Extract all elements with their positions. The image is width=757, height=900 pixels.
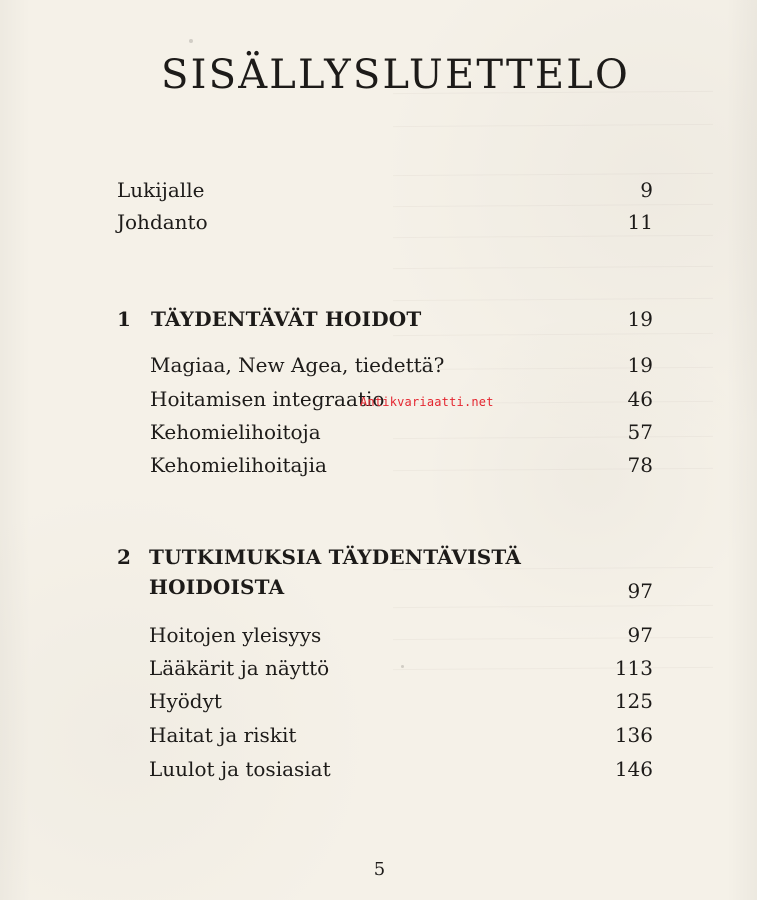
toc-entry-lukijalle [0, 174, 757, 206]
toc-entry-label: Kehomielihoitoja [150, 420, 321, 444]
section-number: 1 [117, 307, 132, 331]
toc-entry-label: Haitat ja riskit [149, 723, 297, 747]
background-ghost-line [393, 266, 713, 269]
toc-entry-johdanto [0, 206, 757, 238]
toc-entry-label: Magiaa, New Agea, tiedettä? [150, 353, 445, 377]
page-title: SISÄLLYSLUETTELO [161, 52, 631, 98]
toc-entry-page-number: 113 [614, 656, 653, 680]
background-ghost-line [393, 124, 713, 127]
toc-entry-label: Hoitojen yleisyys [149, 623, 322, 647]
toc-entry-page-number: 97 [627, 623, 653, 647]
toc-entry-page-number: 9 [640, 178, 653, 202]
toc-entry-page-number: 57 [627, 420, 653, 444]
section-title-line-2: HOIDOISTA [149, 575, 285, 599]
toc-entry-label: Johdanto [117, 210, 208, 234]
toc-entry [0, 349, 757, 381]
section-number: 2 [117, 545, 132, 569]
toc-entry-page-number: 136 [614, 723, 653, 747]
toc-entry [0, 449, 757, 481]
background-ghost-line [393, 605, 713, 608]
toc-section-2 [0, 541, 757, 605]
paper-speck [189, 39, 193, 43]
section-page-number: 19 [627, 307, 653, 331]
section-title: TÄYDENTÄVÄT HOIDOT [151, 307, 422, 331]
toc-entry-label: Hoitamisen integraatio [150, 387, 385, 411]
page-number: 5 [373, 859, 386, 880]
toc-section-1 [0, 303, 757, 335]
toc-entry-label: Hyödyt [149, 689, 222, 713]
background-ghost-line [393, 298, 713, 301]
toc-entry-page-number: 19 [627, 353, 653, 377]
toc-entry-page-number: 46 [627, 387, 653, 411]
section-title-line-1: TUTKIMUKSIA TÄYDENTÄVISTÄ [149, 545, 522, 569]
toc-entry-page-number: 11 [627, 210, 653, 234]
section-page-number: 97 [627, 579, 653, 603]
toc-entry [0, 685, 757, 717]
toc-entry-label: Lääkärit ja näyttö [149, 656, 330, 680]
watermark-text: Antikvariaatti.net [360, 395, 494, 409]
toc-entry-page-number: 78 [627, 453, 653, 477]
toc-entry [0, 719, 757, 751]
toc-entry-label: Kehomielihoitajia [150, 453, 327, 477]
paper-speck [401, 665, 404, 668]
toc-entry [0, 652, 757, 684]
toc-entry-label: Lukijalle [117, 178, 205, 202]
toc-entry-page-number: 125 [614, 689, 653, 713]
toc-entry-label: Luulot ja tosiasiat [149, 757, 331, 781]
toc-entry-page-number: 146 [614, 757, 653, 781]
toc-entry [0, 753, 757, 785]
toc-entry [0, 619, 757, 651]
toc-entry [0, 416, 757, 448]
